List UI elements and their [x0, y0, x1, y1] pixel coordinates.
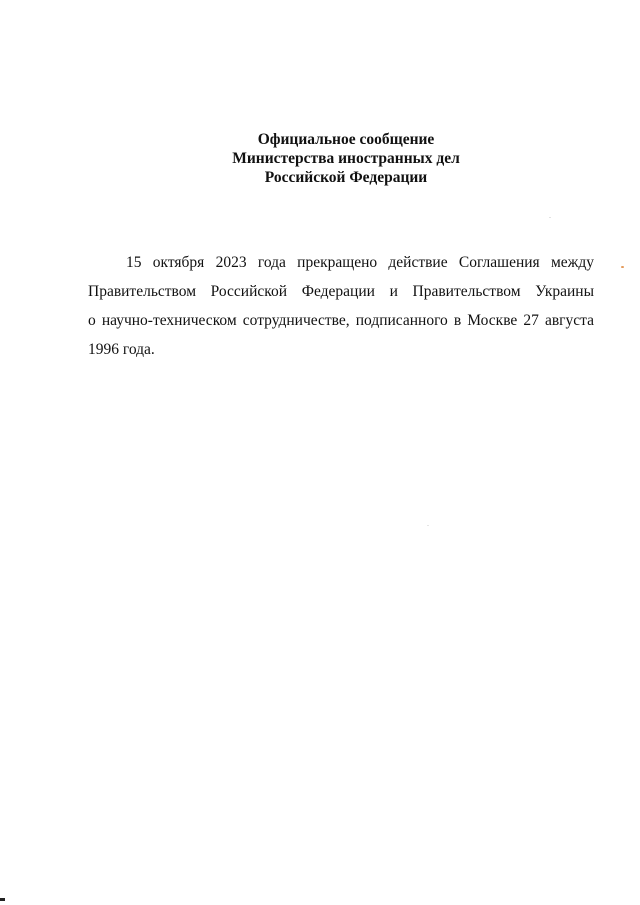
body-line-4: 1996 года.: [88, 341, 155, 358]
scan-speck: [549, 217, 551, 218]
heading-line-3: Российской Федерации: [264, 169, 428, 186]
scan-speck: [621, 266, 624, 268]
body-line-3: о научно-техническом сотрудничестве, подписанного в Москве 27 августа: [88, 312, 594, 329]
document-body-paragraph: [88, 248, 594, 364]
document-heading: [0, 130, 640, 187]
body-line-1: 15 октября 2023 года прекращено действие Соглашения между: [126, 254, 594, 271]
scan-speck: [427, 525, 429, 526]
body-line-2: Правительством Российской Федерации и Правительством Украины: [88, 283, 594, 300]
heading-line-1: Официальное сообщение: [257, 131, 435, 148]
heading-line-2: Министерства иностранных дел: [232, 150, 460, 167]
scan-edge-mark: [0, 898, 5, 901]
